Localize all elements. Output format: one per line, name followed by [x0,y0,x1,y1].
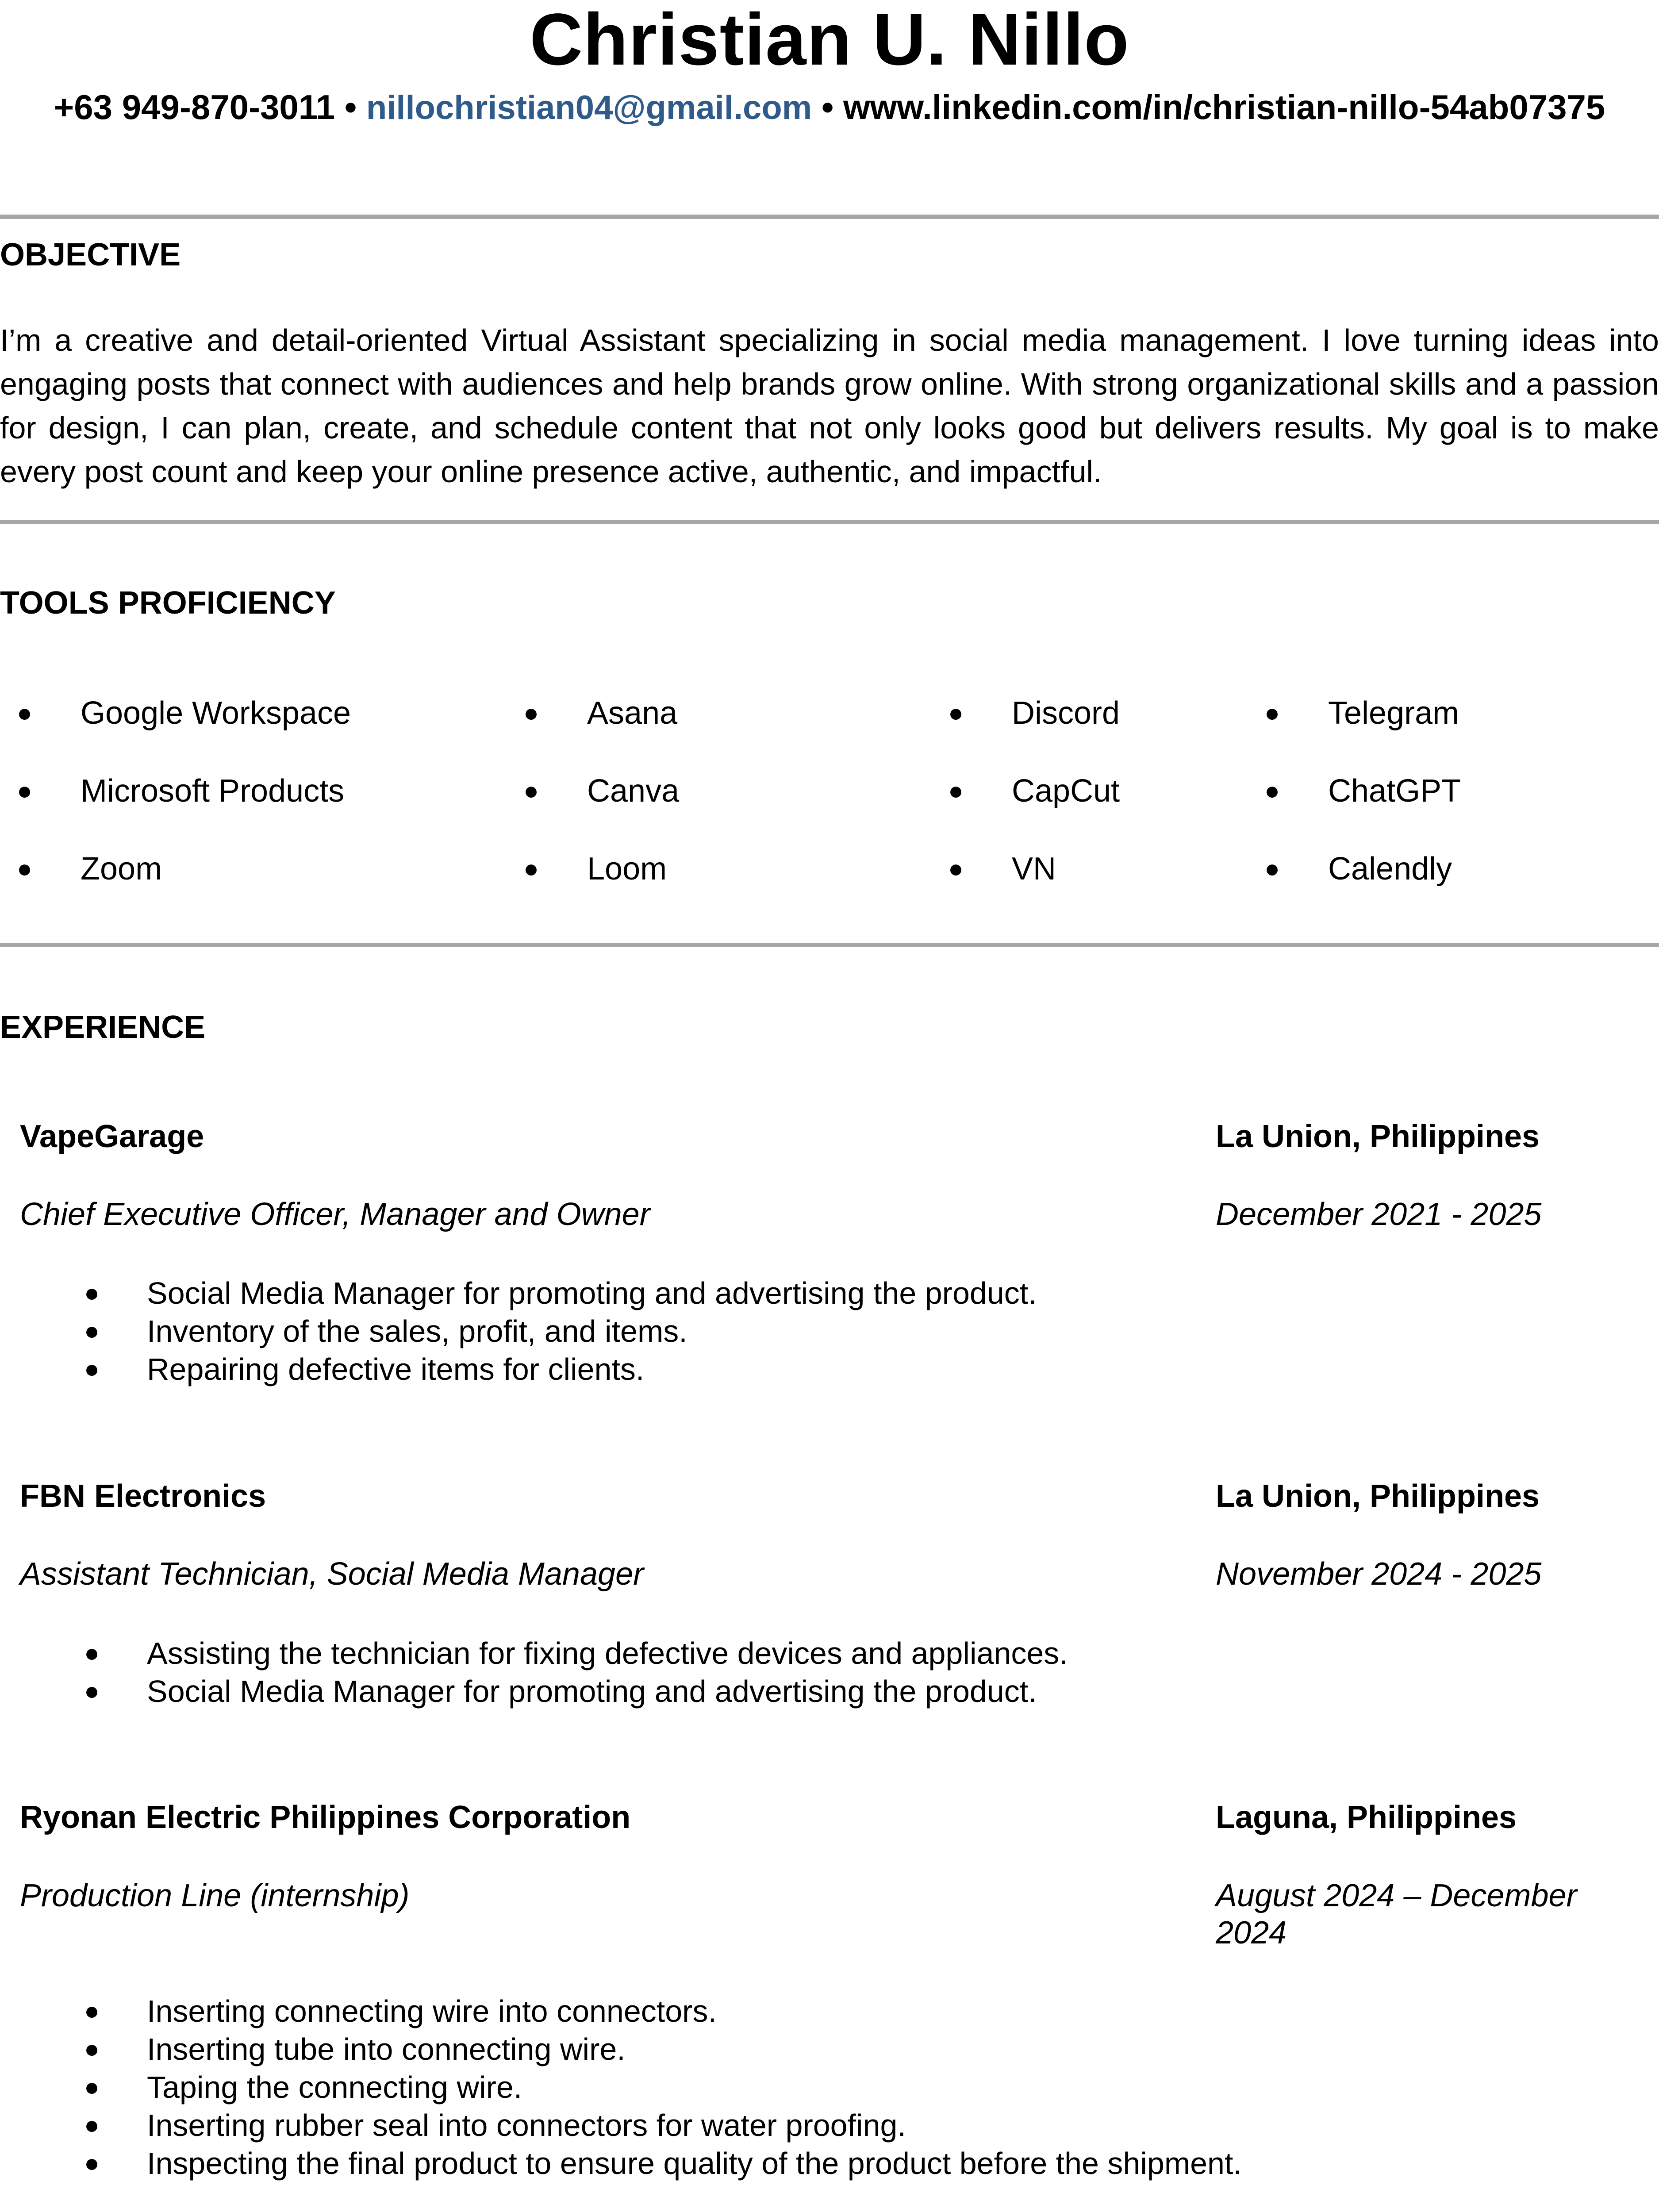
list-item: ● Repairing defective items for clients. [0,1350,1659,1388]
bullet-icon: ● [17,699,33,727]
candidate-name: Christian U. Nillo [530,0,1129,81]
separator: • [344,88,357,127]
bullet-icon: ● [523,854,539,883]
job-dates: December 2021 - 2025 [1216,1197,1542,1232]
separator: • [822,88,834,127]
tool-item: Canva [587,773,680,809]
contact-line [0,85,1659,130]
bullet-icon: ● [84,1997,100,2025]
bullet-icon: ● [84,2073,100,2101]
bullet-icon: ● [84,1355,100,1383]
duties-list [0,1992,1659,2182]
job-location: Laguna, Philippines [1216,1800,1517,1835]
list-item: ● Social Media Manager for promoting and advertising the product. [0,1274,1659,1312]
tool-item: CapCut [1012,773,1120,809]
tool-item: Zoom [81,851,162,887]
duties-list [0,1274,1659,1388]
section-divider [0,943,1659,947]
bullet-icon: ● [523,699,539,727]
bullet-icon: ● [17,854,33,883]
list-item: ● Inspecting the final product to ensure quality of the product before the shipment. [0,2144,1659,2182]
bullet-icon: ● [1264,699,1280,727]
bullet-icon: ● [84,2149,100,2177]
phone-number: +63 949-870-3011 [54,88,335,127]
tools-heading: TOOLS PROFICIENCY [0,585,336,621]
list-item: ● Inserting connecting wire into connectors. [0,1992,1659,2030]
tool-item: ChatGPT [1328,773,1461,809]
tool-item: Microsoft Products [81,773,345,809]
company-name: FBN Electronics [20,1479,266,1514]
objective-text: I’m a creative and detail-oriented Virtual Assistant specializing in social media management. I love turning ideas into engaging posts that connect with audiences and help brands grow online. With strong organizational skills and a passion for design, I can plan, create, and schedule content that not only looks good but delivers results. My goal is to make every post count and keep your online presence active, authentic, and impactful. [0,323,1659,489]
bullet-icon: ● [1264,776,1280,805]
job-role: Chief Executive Officer, Manager and Owner [20,1197,650,1232]
list-item: ● Assisting the technician for fixing defective devices and appliances. [0,1634,1659,1672]
bullet-icon: ● [84,1639,100,1667]
objective-heading: OBJECTIVE [0,237,181,273]
company-name: Ryonan Electric Philippines Corporation [20,1800,631,1835]
tool-item: Loom [587,851,667,887]
job-role: Assistant Technician, Social Media Manager [20,1556,644,1592]
bullet-icon: ● [17,776,33,805]
job-dates: November 2024 - 2025 [1216,1556,1542,1592]
tool-item: Google Workspace [81,695,351,731]
bullet-icon: ● [84,2035,100,2063]
job-location: La Union, Philippines [1216,1479,1540,1514]
duties-list [0,1634,1659,1710]
tool-item: Telegram [1328,695,1459,731]
tool-item: VN [1012,851,1056,887]
bullet-icon: ● [948,854,964,883]
section-divider [0,215,1659,219]
bullet-icon: ● [948,776,964,805]
tool-item: Discord [1012,695,1120,731]
bullet-icon: ● [84,1317,100,1345]
tool-item: Asana [587,695,678,731]
linkedin-link[interactable]: www.linkedin.com/in/christian-nillo-54ab07375 [843,88,1605,127]
list-item: ● Taping the connecting wire. [0,2068,1659,2106]
bullet-icon: ● [523,776,539,805]
bullet-icon: ● [1264,854,1280,883]
tool-item: Calendly [1328,851,1452,887]
list-item: ● Inventory of the sales, profit, and items. [0,1312,1659,1350]
job-dates: August 2024 – December 2024 [1216,1878,1577,1951]
experience-heading: EXPERIENCE [0,1010,206,1045]
bullet-icon: ● [84,1677,100,1705]
company-name: VapeGarage [20,1119,204,1154]
email-link[interactable]: nillochristian04@gmail.com [366,89,812,127]
job-location: La Union, Philippines [1216,1119,1540,1154]
bullet-icon: ● [84,2111,100,2139]
bullet-icon: ● [948,699,964,727]
job-role: Production Line (internship) [20,1878,410,1913]
list-item: ● Social Media Manager for promoting and advertising the product. [0,1672,1659,1710]
section-divider [0,520,1659,524]
bullet-icon: ● [84,1279,100,1307]
list-item: ● Inserting rubber seal into connectors for water proofing. [0,2106,1659,2144]
list-item: ● Inserting tube into connecting wire. [0,2030,1659,2068]
